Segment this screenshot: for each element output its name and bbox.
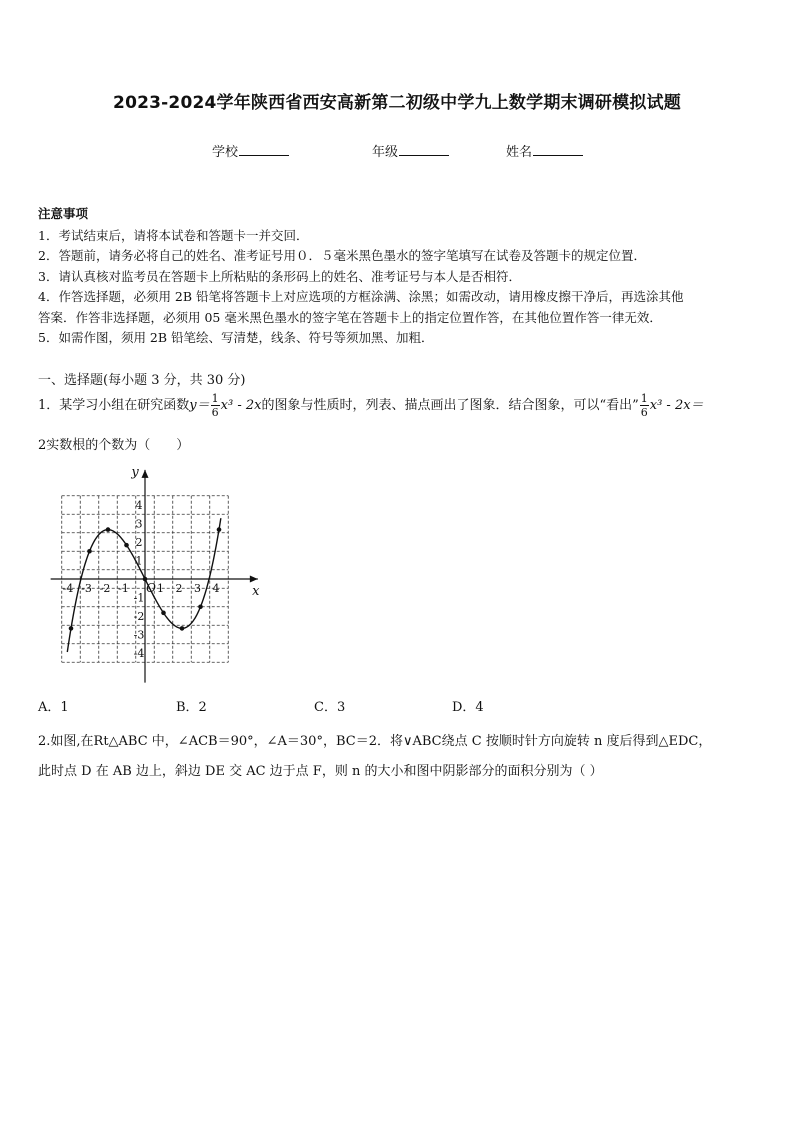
notes-section bbox=[38, 204, 758, 349]
graph-labels bbox=[63, 465, 261, 660]
data-point bbox=[161, 611, 166, 616]
function-graph bbox=[30, 458, 270, 690]
notes-item: 5．如需作图，须用 2B 铅笔绘、写清楚，线条、符号等须加黑、加粗． bbox=[38, 330, 434, 345]
option-b[interactable]: B．2 bbox=[176, 700, 207, 715]
q1-frac-num-2: 1 bbox=[640, 392, 648, 405]
notes-item: 4．作答选择题，必须用 2B 铅笔将答题卡上对应选项的方框涂满、涂黑；如需改动，请用橡皮擦干净后，再选涂其他 bbox=[38, 289, 684, 304]
y-tick-label: -3 bbox=[133, 628, 145, 642]
question-2 bbox=[38, 727, 768, 787]
x-tick-label: -2 bbox=[99, 582, 111, 595]
section-heading: 一、选择题(每小题 3 分，共 30 分) bbox=[38, 373, 246, 388]
q1-fraction-2 bbox=[640, 392, 649, 419]
y-tick-label: -2 bbox=[133, 610, 145, 623]
data-point bbox=[87, 549, 92, 554]
school-blank bbox=[239, 143, 289, 156]
name-label: 姓名 bbox=[506, 145, 533, 160]
x-axis-label: x bbox=[252, 584, 260, 599]
q1-text-c: 2实数根的个数为（ ） bbox=[38, 438, 190, 453]
data-point bbox=[198, 604, 203, 609]
data-point bbox=[106, 527, 111, 532]
x-tick-label: -1 bbox=[118, 582, 129, 595]
q2-line-2: 此时点 D 在 AB 边上，斜边 DE 交 AC 边于点 F，则 n 的大小和图中阴影部分的面积分别为（ ） bbox=[38, 764, 603, 779]
q1-text-b: 的图象与性质时，列表、描点画出了图象．结合图象，可以“看出” bbox=[261, 398, 639, 413]
q1-frac-den-2: 6 bbox=[640, 406, 648, 419]
y-tick-label: 1 bbox=[135, 554, 143, 568]
notes-heading: 注意事项 bbox=[38, 206, 89, 221]
school-label: 学校 bbox=[212, 145, 239, 160]
y-tick-label: 2 bbox=[135, 536, 143, 549]
school-field bbox=[212, 141, 289, 160]
data-point bbox=[180, 626, 185, 631]
y-tick-label: 3 bbox=[135, 517, 143, 531]
y-tick-label: -4 bbox=[133, 647, 145, 660]
data-point bbox=[69, 626, 74, 631]
origin-label: O bbox=[146, 581, 156, 595]
x-tick-label: 3 bbox=[194, 582, 201, 595]
page-title: 2023-2024学年陕西省西安高新第二初级中学九上数学期末调研模拟试题 bbox=[113, 93, 681, 113]
q1-fx-rhs: x³ - 2x bbox=[220, 398, 262, 413]
data-point bbox=[124, 543, 129, 548]
notes-item: 3．请认真核对监考员在答题卡上所粘贴的条形码上的姓名、准考证号与本人是否相符． bbox=[38, 268, 521, 284]
option-c[interactable]: C．3 bbox=[314, 700, 346, 715]
q1-frac-den: 6 bbox=[211, 406, 219, 419]
grade-label: 年级 bbox=[372, 145, 399, 160]
q1-fx-lhs: y＝ bbox=[189, 398, 210, 413]
q1-eq-rhs: x³ - 2x＝ bbox=[649, 398, 704, 413]
y-axis-label: y bbox=[131, 464, 139, 480]
grade-field bbox=[372, 141, 449, 160]
question-1 bbox=[38, 392, 768, 453]
notes-item: 答案．作答非选择题，必须用 05 毫米黑色墨水的签字笔在答题卡上的指定位置作答，在其他位置作答一律无效． bbox=[38, 309, 662, 325]
x-tick-label: 2 bbox=[175, 582, 183, 595]
x-tick-label: -4 bbox=[62, 582, 74, 595]
q2-line-1: 2.如图,在Rt△ABC 中，∠ACB＝90°，∠A＝30°，BC＝2．将∨ABC绕点 C 按顺时针方向旋转 n 度后得到△EDC， bbox=[38, 734, 712, 749]
y-axis-arrow bbox=[142, 470, 149, 478]
q1-text-a: 1．某学习小组在研究函数 bbox=[38, 398, 190, 413]
name-blank bbox=[533, 143, 583, 156]
y-tick-label: -1 bbox=[133, 591, 145, 605]
notes-item: 2．答题前，请务必将自己的姓名、准考证号用０．５毫米黑色墨水的签字笔填写在试卷及答题卡的规定位置． bbox=[38, 248, 646, 263]
option-a[interactable]: A．1 bbox=[38, 700, 69, 715]
option-d[interactable]: D．4 bbox=[452, 700, 484, 715]
name-field bbox=[506, 141, 583, 160]
data-point bbox=[217, 527, 222, 532]
x-axis-arrow bbox=[250, 576, 258, 583]
q1-fraction bbox=[211, 392, 220, 419]
grade-blank bbox=[399, 143, 449, 156]
q1-frac-num: 1 bbox=[211, 392, 219, 405]
notes-item: 1．考试结束后，请将本试卷和答题卡一并交回． bbox=[38, 227, 309, 243]
x-tick-label: 4 bbox=[212, 582, 220, 595]
x-tick-label: 1 bbox=[157, 582, 164, 595]
x-tick-label: -3 bbox=[81, 582, 92, 595]
y-tick-label: 4 bbox=[135, 499, 143, 512]
